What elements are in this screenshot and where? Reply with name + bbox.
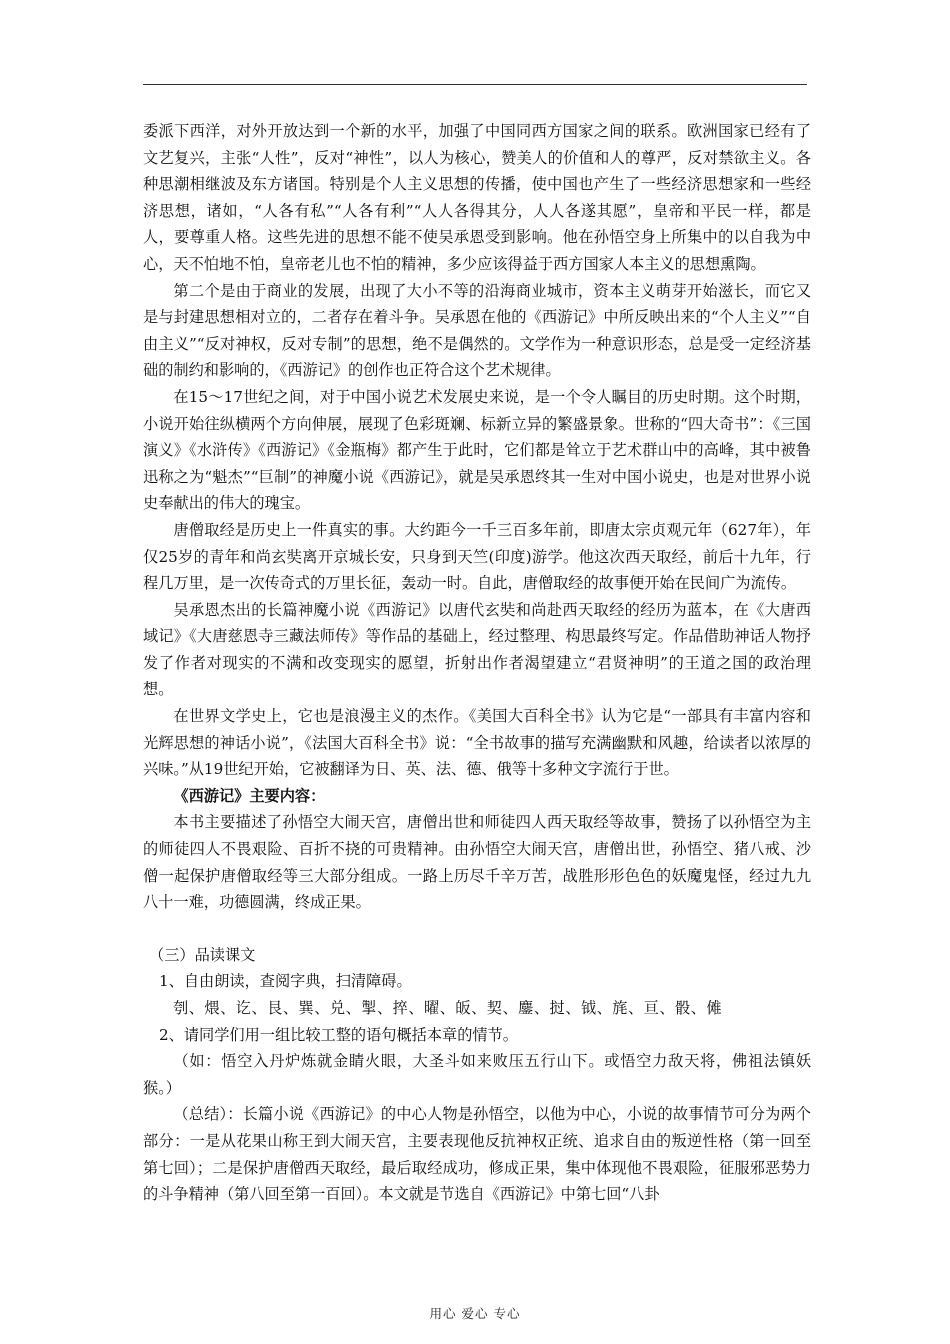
header-rule	[143, 84, 807, 85]
paragraph-tang-monk: 唐僧取经是历史上一件真实的事。大约距今一千三百多年前，即唐太宗贞观元年（627年），年仅25岁的青年和尚玄奘离开京城长安，只身到天竺(印度)游学。他这次西天取经，前后十九年，行程几万里，是一次传奇式的万里长征，轰动一时。自此，唐僧取经的故事便开始在民间广为流传。	[143, 520, 811, 593]
paragraph-novel-history: 在15～17世纪之间，对于中国小说艺术发展史来说，是一个令人瞩目的历史时期。这个时期，小说开始往纵横两个方向伸展，展现了色彩斑斓、标新立异的繁盛景象。世称的“四大奇书”：《三国演义》《水浒传》《西游记》《金瓶梅》都产生于此时，它们都是耸立于艺术群山中的高峰，其中被鲁迅称之为“魁杰”“巨制”的神魔小说《西游记》，就是吴承恩终其一生对中国小说史，也是对世界小说史奉献出的伟大的瑰宝。	[143, 387, 811, 513]
paragraph-wu-chengen: 吴承恩杰出的长篇神魔小说《西游记》以唐代玄奘和尚赴西天取经的经历为蓝本，在《大唐西域记》《大唐慈恩寺三藏法师传》等作品的基础上，经过整理、构思最终写定。作品借助神话人物抒发了作者对现实的不满和改变现实的愿望，折射出作者渴望建立“君贤神明”的王道之国的政治理想。	[143, 600, 811, 699]
paragraph-western-influence: 委派下西洋，对外开放达到一个新的水平，加强了中国同西方国家之间的联系。欧洲国家已经有了文艺复兴，主张“人性”，反对“神性”，以人为核心，赞美人的价值和人的尊严，反对禁欲主义。各种思潮相继波及东方诸国。特别是个人主义思想的传播，使中国也产生了一些经济思想家和一些经济思想，诸如，“人各有私”“人各有利”“人人各得其分，人人各遂其愿”，皇帝和平民一样，都是人，要尊重人格。这些先进的思想不能不使吴承恩受到影响。他在孙悟空身上所集中的以自我为中心，天不怕地不怕，皇帝老儿也不怕的精神，多少应该得益于西方国家人本主义的思想熏陶。	[143, 122, 811, 273]
spacer	[143, 916, 811, 942]
summary-text: 本书主要描述了孙悟空大闹天宫，唐僧出世和师徒四人西天取经等故事，赞扬了以孙悟空为主的师徒四人不畏艰险、百折不挠的可贵精神。由孙悟空大闹天宫，唐僧出世，孙悟空、猪八戒、沙僧一起保护唐僧取经等三大部分组成。一路上历尽千辛万苦，战胜形形色色的妖魔鬼怪，经过九九八十一难，功德圆满，终成正果。	[143, 813, 811, 912]
conclusion-text: （总结）：长篇小说《西游记》的中心人物是孙悟空，以他为中心，小说的故事情节可分为两个部分：一是从花果山称王到大闹天宫，主要表现他反抗神权正统、追求自由的叛逆性格（第一回至第七回）；二是保护唐僧西天取经，最后取经成功，修成正果，集中体现他不畏艰险，征服邪恶势力的斗争精神（第八回至第一百回）。本文就是节选自《西游记》中第七回“八卦	[143, 1105, 811, 1204]
document-body	[143, 118, 811, 1208]
task-item-1: 1、自由朗读，查阅字典，扫清障碍。	[159, 972, 412, 991]
example-answer: （如：悟空入丹炉炼就金睛火眼，大圣斗如来败压五行山下。或悟空力敌天将，佛祖法镇妖猴。）	[143, 1052, 811, 1097]
paragraph-world-literature: 在世界文学史上，它也是浪漫主义的杰作。《美国大百科全书》认为它是“一部具有丰富内容和光辉思想的神话小说”，《法国大百科全书》说：“全书故事的描写充满幽默和风趣，给读者以浓厚的兴味。”从19世纪开始，它被翻译为日、英、法、德、俄等十多种文字流行于世。	[143, 707, 811, 779]
summary-heading: 《西游记》主要内容：	[173, 786, 326, 805]
paragraph-commerce: 第二个是由于商业的发展，出现了大小不等的沿海商业城市，资本主义萌芽开始滋长，而它又是与封建思想相对立的，二者存在着斗争。吴承恩在他的《西游记》中所反映出来的“个人主义”“自由主义”“反对神权，反对专制”的思想，绝不是偶然的。文学作为一种意识形态，总是受一定经济基础的制约和影响的，《西游记》的创作也正符合这个艺术规律。	[143, 281, 811, 380]
page-footer: 用心 爱心 专心	[429, 1306, 521, 1321]
section-title: （三）品读课文	[149, 945, 256, 964]
vocabulary-list: 刳、煨、讫、艮、巽、兑、掣、捽、曜、皈、契、鏖、挝、钺、旄、亘、骰、傩	[173, 999, 723, 1017]
task-item-2: 2、请同学们用一组比较工整的语句概括本章的情节。	[159, 1025, 518, 1044]
